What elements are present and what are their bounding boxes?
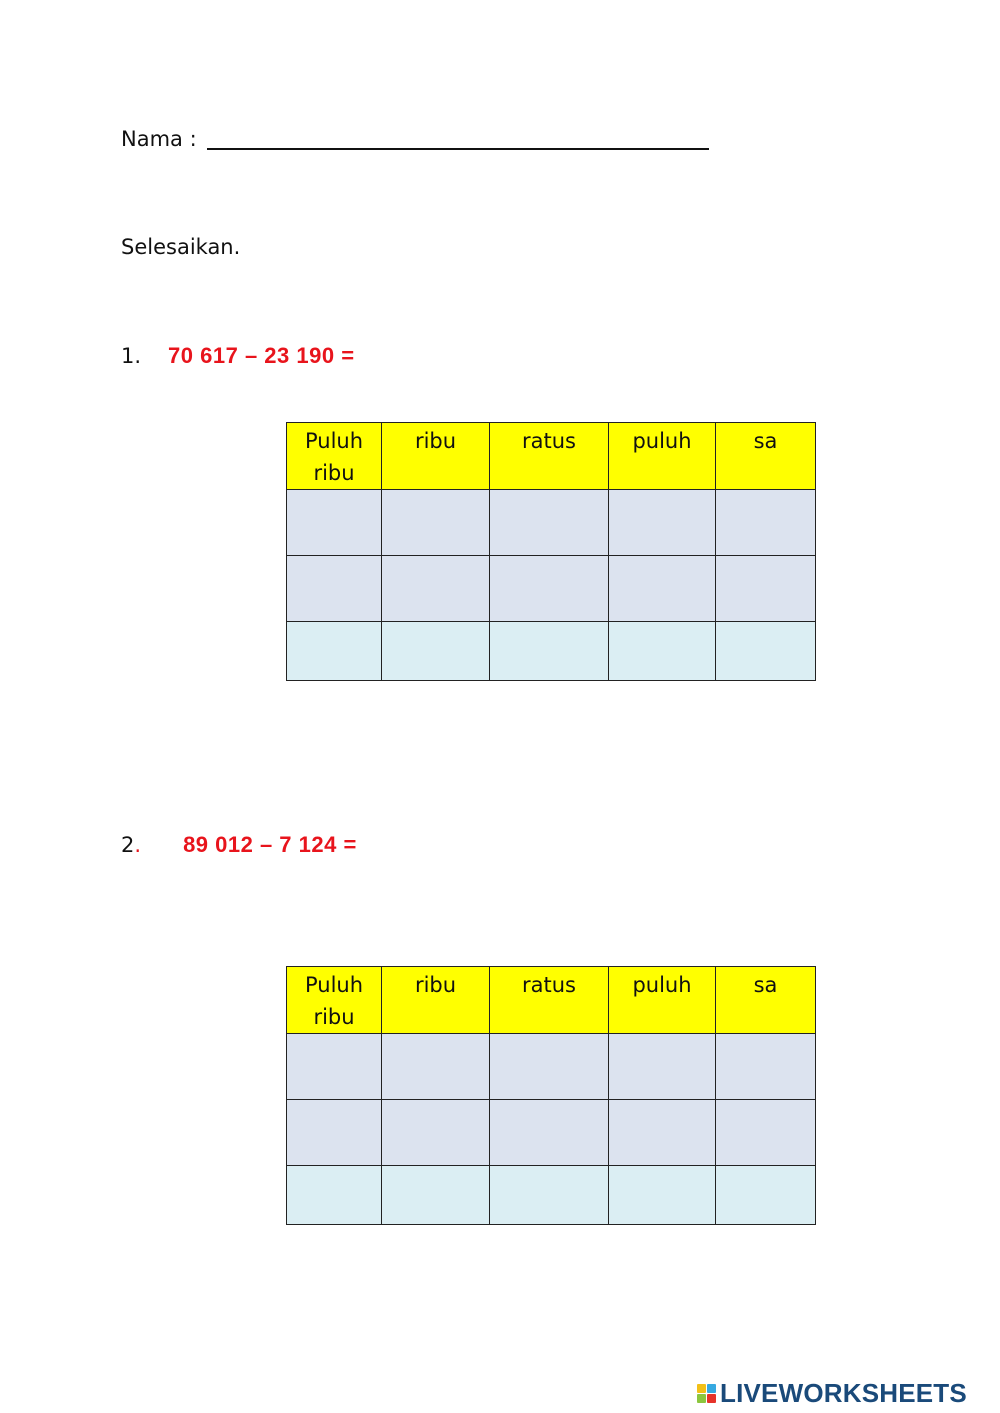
instruction-text: Selesaikan. xyxy=(121,235,241,259)
table-header-row xyxy=(287,423,816,490)
input-cell[interactable] xyxy=(609,556,716,622)
header-sa: sa xyxy=(716,967,816,1034)
table-row xyxy=(287,490,816,556)
header-ribu: ribu xyxy=(382,423,490,490)
place-value-table-1 xyxy=(286,422,816,681)
answer-cell[interactable] xyxy=(490,622,609,681)
question-number-dot: . xyxy=(134,833,142,857)
input-cell[interactable] xyxy=(609,1034,716,1100)
header-puluh-ribu: Puluh ribu xyxy=(287,423,382,490)
header-puluh-ribu: Puluh ribu xyxy=(287,967,382,1034)
answer-cell[interactable] xyxy=(609,622,716,681)
name-field-row xyxy=(121,124,709,151)
header-puluh: puluh xyxy=(609,423,716,490)
liveworksheets-logo-icon xyxy=(697,1384,716,1403)
input-cell[interactable] xyxy=(287,556,382,622)
place-value-table-2 xyxy=(286,966,816,1225)
input-cell[interactable] xyxy=(716,1034,816,1100)
header-sa: sa xyxy=(716,423,816,490)
input-cell[interactable] xyxy=(490,490,609,556)
input-cell[interactable] xyxy=(490,1034,609,1100)
answer-cell[interactable] xyxy=(490,1166,609,1225)
input-cell[interactable] xyxy=(287,490,382,556)
table-row xyxy=(287,556,816,622)
answer-cell[interactable] xyxy=(382,1166,490,1225)
question-expression: 70 617 – 23 190 = xyxy=(168,343,355,368)
input-cell[interactable] xyxy=(490,1100,609,1166)
table-row xyxy=(287,1100,816,1166)
logo-text: LIVEWORKSHEETS xyxy=(720,1377,967,1408)
question-1 xyxy=(121,343,355,369)
answer-cell[interactable] xyxy=(609,1166,716,1225)
input-cell[interactable] xyxy=(609,1100,716,1166)
input-cell[interactable] xyxy=(382,1100,490,1166)
header-ratus: ratus xyxy=(490,967,609,1034)
answer-cell[interactable] xyxy=(287,622,382,681)
input-cell[interactable] xyxy=(609,490,716,556)
question-2 xyxy=(121,832,357,858)
question-number: 2 xyxy=(121,833,135,857)
question-expression: 89 012 – 7 124 = xyxy=(183,832,357,857)
input-cell[interactable] xyxy=(382,556,490,622)
input-cell[interactable] xyxy=(716,490,816,556)
liveworksheets-logo xyxy=(697,1378,967,1408)
answer-cell[interactable] xyxy=(382,622,490,681)
input-cell[interactable] xyxy=(287,1034,382,1100)
answer-cell[interactable] xyxy=(716,1166,816,1225)
input-cell[interactable] xyxy=(716,1100,816,1166)
header-ratus: ratus xyxy=(490,423,609,490)
input-cell[interactable] xyxy=(490,556,609,622)
answer-cell[interactable] xyxy=(287,1166,382,1225)
name-blank-line[interactable] xyxy=(207,124,709,150)
input-cell[interactable] xyxy=(716,556,816,622)
name-label: Nama : xyxy=(121,127,197,151)
answer-row xyxy=(287,1166,816,1225)
question-number: 1. xyxy=(121,344,142,368)
table-header-row xyxy=(287,967,816,1034)
input-cell[interactable] xyxy=(287,1100,382,1166)
input-cell[interactable] xyxy=(382,490,490,556)
answer-row xyxy=(287,622,816,681)
answer-cell[interactable] xyxy=(716,622,816,681)
input-cell[interactable] xyxy=(382,1034,490,1100)
table-row xyxy=(287,1034,816,1100)
header-ribu: ribu xyxy=(382,967,490,1034)
header-puluh: puluh xyxy=(609,967,716,1034)
